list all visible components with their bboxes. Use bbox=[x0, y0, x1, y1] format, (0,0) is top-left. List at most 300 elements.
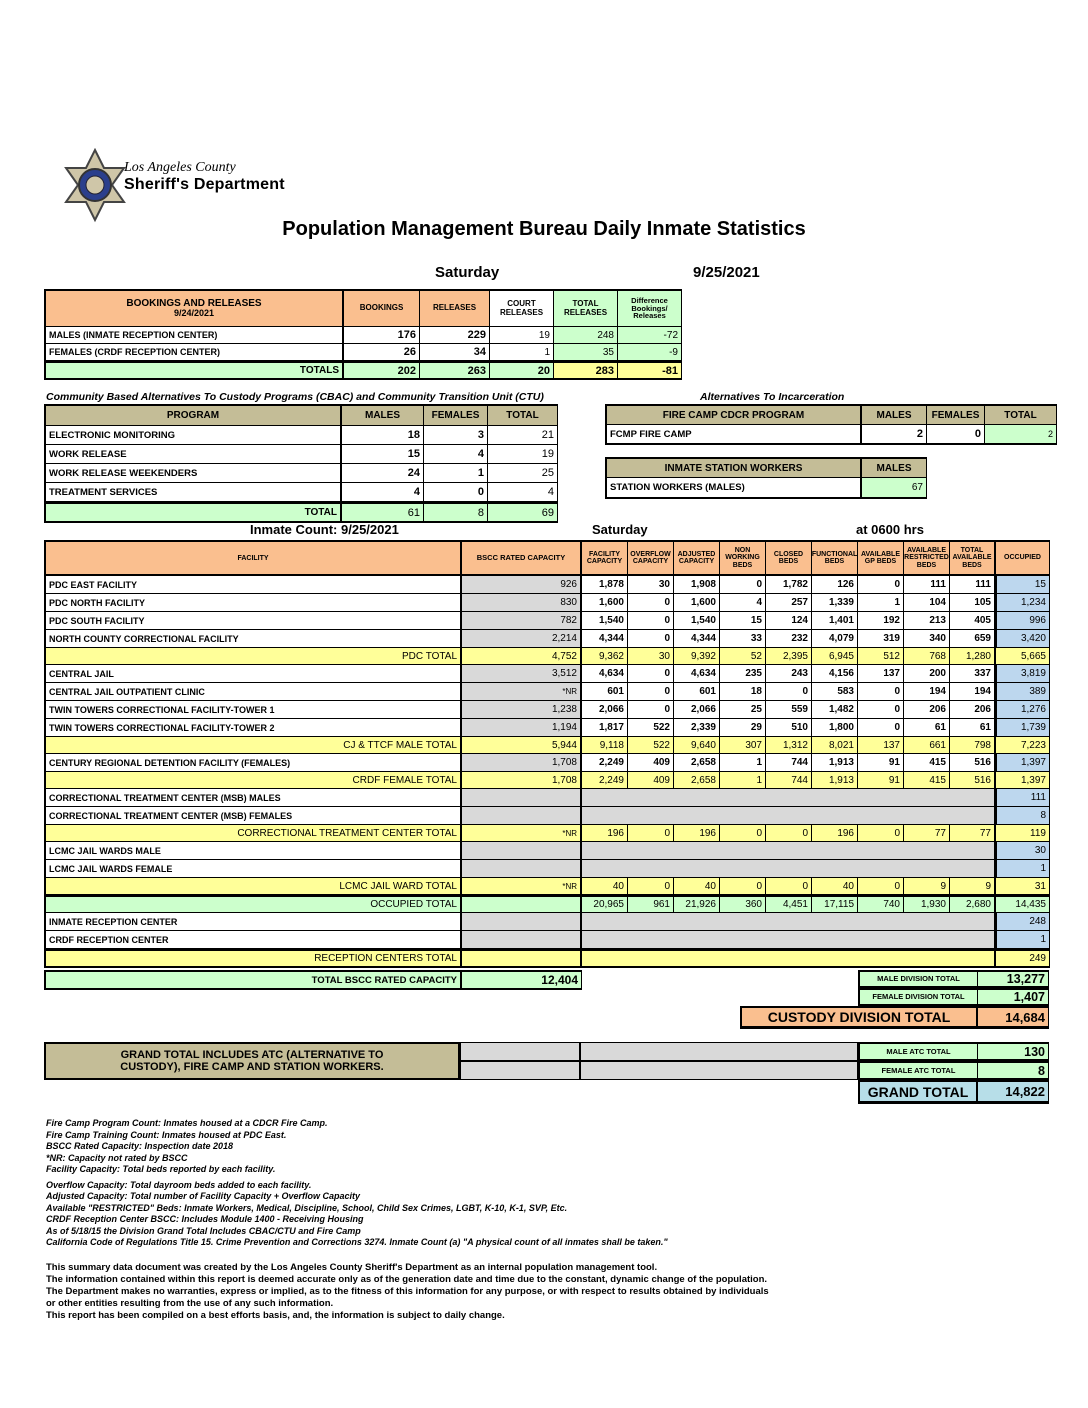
col-males: MALES bbox=[862, 459, 927, 478]
functional-beds: 1,401 bbox=[812, 612, 858, 630]
court-releases-value: 1 bbox=[490, 344, 554, 361]
facility-name: PDC TOTAL bbox=[46, 648, 462, 665]
totals-label: TOTALS bbox=[46, 363, 344, 379]
facility-name: OCCUPIED TOTAL bbox=[46, 897, 462, 913]
grand-spacer-cell bbox=[580, 1042, 858, 1061]
facility-name: CRDF RECEPTION CENTER bbox=[46, 931, 462, 949]
program-label: WORK RELEASE WEEKENDERS bbox=[46, 464, 342, 483]
occupied-value: 14,435 bbox=[996, 897, 1050, 913]
adjusted-capacity: 601 bbox=[674, 683, 720, 701]
total-releases-value: 35 bbox=[554, 344, 618, 361]
adjusted-capacity: 4,344 bbox=[674, 630, 720, 648]
bscc-rated-capacity: *NR bbox=[462, 878, 582, 895]
bscc-rated-capacity: 2,214 bbox=[462, 630, 582, 648]
available-restricted-beds: 200 bbox=[904, 665, 950, 683]
facility-name: LCMC JAIL WARDS MALE bbox=[46, 842, 462, 860]
non-working-beds: 25 bbox=[720, 701, 766, 719]
station-workers-row bbox=[607, 478, 926, 498]
disclaimer-line: This report has been compiled on a best efforts basis, and, the information is subject to daily change. bbox=[46, 1310, 505, 1321]
closed-beds: 0 bbox=[766, 825, 812, 842]
total-available-beds: 516 bbox=[950, 754, 996, 772]
releases-value: 229 bbox=[420, 327, 490, 344]
closed-beds: 0 bbox=[766, 683, 812, 701]
facility-capacity: 196 bbox=[582, 825, 628, 842]
adjusted-capacity: 2,658 bbox=[674, 772, 720, 789]
occupied-value: 1,234 bbox=[996, 594, 1050, 612]
bookings-body bbox=[46, 327, 681, 379]
capacity-span bbox=[582, 931, 996, 949]
closed-beds: 124 bbox=[766, 612, 812, 630]
bscc-rated-capacity bbox=[462, 897, 582, 913]
males-total: 61 bbox=[342, 504, 424, 522]
facility-name: LCMC JAIL WARDS FEMALE bbox=[46, 860, 462, 878]
disclaimer bbox=[46, 1262, 1006, 1322]
non-working-beds: 33 bbox=[720, 630, 766, 648]
bscc-rated-capacity bbox=[462, 913, 582, 931]
footnote-line: Adjusted Capacity: Total number of Facility Capacity + Overflow Capacity bbox=[46, 1191, 360, 1201]
col-facility: FACILITY bbox=[46, 542, 462, 576]
facility-row bbox=[46, 754, 1049, 772]
total-available-beds: 2,680 bbox=[950, 897, 996, 913]
facility-row bbox=[46, 665, 1049, 683]
occupied-value: 248 bbox=[996, 913, 1050, 931]
available-gp-beds: 740 bbox=[858, 897, 904, 913]
ati-title: Alternatives To Incarceration bbox=[700, 391, 845, 403]
adjusted-capacity: 21,926 bbox=[674, 897, 720, 913]
females-value: 0 bbox=[424, 483, 488, 502]
closed-beds: 232 bbox=[766, 630, 812, 648]
female-division-total-row bbox=[858, 988, 1049, 1006]
total-available-beds: 194 bbox=[950, 683, 996, 701]
available-restricted-beds: 9 bbox=[904, 878, 950, 895]
adjusted-capacity: 1,600 bbox=[674, 594, 720, 612]
facility-row bbox=[46, 683, 1049, 701]
court-releases-total: 20 bbox=[490, 363, 554, 379]
disclaimer-line: The Department makes no warranties, express or implied, as to the fitness of this information for any purpose, or with respect to results obtained by individuals bbox=[46, 1286, 769, 1297]
overflow-capacity: 30 bbox=[628, 576, 674, 594]
facility-row bbox=[46, 594, 1049, 612]
bookings-releases-table bbox=[44, 289, 682, 380]
total-available-beds: 337 bbox=[950, 665, 996, 683]
fire-camp-females: 0 bbox=[927, 425, 985, 444]
adjusted-capacity: 2,658 bbox=[674, 754, 720, 772]
page-title: Population Management Bureau Daily Inmate Statistics bbox=[282, 218, 806, 240]
footnote-line: As of 5/18/15 the Division Grand Total Includes CBAC/CTU and Fire Camp bbox=[46, 1225, 361, 1236]
occupied-value: 996 bbox=[996, 612, 1050, 630]
col-fire-camp-program: FIRE CAMP CDCR PROGRAM bbox=[607, 406, 862, 425]
overflow-capacity: 409 bbox=[628, 754, 674, 772]
grand-total-row bbox=[858, 1080, 1049, 1104]
adjusted-capacity: 2,066 bbox=[674, 701, 720, 719]
bscc-rated-capacity bbox=[462, 860, 582, 878]
facility-capacity: 9,118 bbox=[582, 737, 628, 754]
total-available-beds: 659 bbox=[950, 630, 996, 648]
facility-row bbox=[46, 630, 1049, 648]
functional-beds: 6,945 bbox=[812, 648, 858, 665]
available-restricted-beds: 206 bbox=[904, 701, 950, 719]
bookings-row bbox=[46, 327, 681, 344]
closed-beds: 1,782 bbox=[766, 576, 812, 594]
col-females: FEMALES bbox=[424, 406, 488, 426]
facility-row bbox=[46, 913, 1049, 931]
facility-name: PDC NORTH FACILITY bbox=[46, 594, 462, 612]
functional-beds: 8,021 bbox=[812, 737, 858, 754]
bookings-total: 202 bbox=[344, 363, 420, 379]
males-value: 24 bbox=[342, 464, 424, 483]
non-working-beds: 1 bbox=[720, 754, 766, 772]
releases-total: 263 bbox=[420, 363, 490, 379]
facility-table-header bbox=[46, 542, 1049, 576]
available-restricted-beds: 194 bbox=[904, 683, 950, 701]
available-gp-beds: 91 bbox=[858, 772, 904, 789]
inmate-count-day: Saturday bbox=[592, 522, 648, 537]
available-restricted-beds: 768 bbox=[904, 648, 950, 665]
capacity-span bbox=[582, 951, 996, 967]
total-available-beds: 77 bbox=[950, 825, 996, 842]
males-value: 15 bbox=[342, 445, 424, 464]
grand-spacer-cell bbox=[580, 1061, 858, 1080]
bscc-rated-capacity bbox=[462, 807, 582, 825]
non-working-beds: 0 bbox=[720, 576, 766, 594]
bscc-rated-capacity bbox=[462, 931, 582, 949]
females-value: 3 bbox=[424, 426, 488, 445]
station-workers-males: 67 bbox=[862, 478, 927, 498]
col-occupied: OCCUPIED bbox=[996, 542, 1050, 576]
footnote-line: CRDF Reception Center BSCC: Includes Module 1400 - Receiving Housing bbox=[46, 1214, 364, 1224]
bscc-rated-capacity: 5,944 bbox=[462, 737, 582, 754]
grand-spacer-cell bbox=[460, 1061, 580, 1080]
disclaimer-line: or other entities resulting from the use of any such information. bbox=[46, 1298, 334, 1309]
non-working-beds: 1 bbox=[720, 772, 766, 789]
bscc-rated-capacity: 1,708 bbox=[462, 772, 582, 789]
available-gp-beds: 0 bbox=[858, 719, 904, 737]
facility-capacity: 1,540 bbox=[582, 612, 628, 630]
females-total: 8 bbox=[424, 504, 488, 522]
facility-capacity: 2,066 bbox=[582, 701, 628, 719]
females-value: 1 bbox=[424, 464, 488, 483]
occupied-value: 1,739 bbox=[996, 719, 1050, 737]
overflow-capacity: 409 bbox=[628, 772, 674, 789]
adjusted-capacity: 9,640 bbox=[674, 737, 720, 754]
facility-row bbox=[46, 771, 1049, 789]
facility-name: CRDF FEMALE TOTAL bbox=[46, 772, 462, 789]
facility-row bbox=[46, 647, 1049, 665]
occupied-value: 1 bbox=[996, 860, 1050, 878]
available-gp-beds: 512 bbox=[858, 648, 904, 665]
available-gp-beds: 0 bbox=[858, 701, 904, 719]
footnotes bbox=[46, 1118, 946, 1249]
functional-beds: 17,115 bbox=[812, 897, 858, 913]
total-available-beds: 61 bbox=[950, 719, 996, 737]
facility-name: TWIN TOWERS CORRECTIONAL FACILITY-TOWER 1 bbox=[46, 701, 462, 719]
total-value: 4 bbox=[488, 483, 558, 502]
adjusted-capacity: 4,634 bbox=[674, 665, 720, 683]
bookings-value: 26 bbox=[344, 344, 420, 361]
facility-name: INMATE RECEPTION CENTER bbox=[46, 913, 462, 931]
total-available-beds: 9 bbox=[950, 878, 996, 895]
facility-capacity: 601 bbox=[582, 683, 628, 701]
available-gp-beds: 0 bbox=[858, 683, 904, 701]
closed-beds: 744 bbox=[766, 754, 812, 772]
total-value: 19 bbox=[488, 445, 558, 464]
available-restricted-beds: 61 bbox=[904, 719, 950, 737]
closed-beds: 243 bbox=[766, 665, 812, 683]
functional-beds: 1,913 bbox=[812, 772, 858, 789]
functional-beds: 1,800 bbox=[812, 719, 858, 737]
cbac-totals-row bbox=[46, 502, 557, 522]
occupied-value: 3,819 bbox=[996, 665, 1050, 683]
col-available-restricted-beds: AVAILABLE RESTRICTED BEDS bbox=[904, 542, 950, 576]
male-division-total-row bbox=[858, 970, 1049, 988]
bscc-rated-capacity: 1,194 bbox=[462, 719, 582, 737]
males-value: 18 bbox=[342, 426, 424, 445]
fire-camp-males: 2 bbox=[862, 425, 927, 444]
facility-capacity: 1,600 bbox=[582, 594, 628, 612]
bscc-rated-capacity bbox=[462, 951, 582, 967]
col-available-gp-beds: AVAILABLE GP BEDS bbox=[858, 542, 904, 576]
adjusted-capacity: 196 bbox=[674, 825, 720, 842]
adjusted-capacity: 1,908 bbox=[674, 576, 720, 594]
row-label: FEMALES (CRDF RECEPTION CENTER) bbox=[46, 344, 344, 361]
facility-row bbox=[46, 701, 1049, 719]
total-available-beds: 105 bbox=[950, 594, 996, 612]
non-working-beds: 360 bbox=[720, 897, 766, 913]
total-value: 21 bbox=[488, 426, 558, 445]
occupied-value: 3,420 bbox=[996, 630, 1050, 648]
facility-row bbox=[46, 736, 1049, 754]
available-restricted-beds: 104 bbox=[904, 594, 950, 612]
fire-camp-row bbox=[607, 425, 1056, 444]
facility-row bbox=[46, 719, 1049, 737]
bookings-value: 176 bbox=[344, 327, 420, 344]
footnote-line: Fire Camp Training Count: Inmates housed at PDC East. bbox=[46, 1129, 287, 1140]
col-bscc-rated-capacity: BSCC RATED CAPACITY bbox=[462, 542, 582, 576]
facility-capacity: 40 bbox=[582, 878, 628, 895]
adjusted-capacity: 9,392 bbox=[674, 648, 720, 665]
female-division-total-label: FEMALE DIVISION TOTAL bbox=[860, 990, 978, 1005]
bscc-total-label: TOTAL BSCC RATED CAPACITY bbox=[46, 972, 462, 989]
footnote-line: *NR: Capacity not rated by BSCC bbox=[46, 1152, 188, 1163]
functional-beds: 583 bbox=[812, 683, 858, 701]
bscc-rated-capacity: 782 bbox=[462, 612, 582, 630]
functional-beds: 126 bbox=[812, 576, 858, 594]
difference-total: -81 bbox=[618, 363, 682, 379]
cbac-row bbox=[46, 445, 557, 464]
facility-name: CORRECTIONAL TREATMENT CENTER TOTAL bbox=[46, 825, 462, 842]
col-functional-beds: FUNCTIONAL BEDS bbox=[812, 542, 858, 576]
occupied-value: 8 bbox=[996, 807, 1050, 825]
functional-beds: 4,156 bbox=[812, 665, 858, 683]
footnote-line: BSCC Rated Capacity: Inspection date 2018 bbox=[46, 1141, 234, 1151]
total-available-beds: 516 bbox=[950, 772, 996, 789]
col-facility-capacity: FACILITY CAPACITY bbox=[582, 542, 628, 576]
grand-total-note bbox=[44, 1042, 460, 1080]
footnote-line: California Code of Regulations Title 15. Crime Prevention and Corrections 3274. Inmate Count (a) "A physical count of all inmates shall be taken." bbox=[46, 1237, 668, 1247]
bscc-rated-capacity: 4,752 bbox=[462, 648, 582, 665]
non-working-beds: 29 bbox=[720, 719, 766, 737]
inmate-count-time: at 0600 hrs bbox=[856, 522, 924, 537]
functional-beds: 1,339 bbox=[812, 594, 858, 612]
functional-beds: 4,079 bbox=[812, 630, 858, 648]
facility-row bbox=[46, 860, 1049, 878]
facility-row bbox=[46, 824, 1049, 842]
difference-value: -72 bbox=[618, 327, 682, 344]
overflow-capacity: 522 bbox=[628, 719, 674, 737]
grand-total-label: GRAND TOTAL bbox=[860, 1082, 978, 1102]
cbac-total: 69 bbox=[488, 504, 558, 522]
facility-capacity: 2,249 bbox=[582, 772, 628, 789]
facility-row bbox=[46, 895, 1049, 913]
cbac-row bbox=[46, 483, 557, 502]
col-females: FEMALES bbox=[927, 406, 985, 425]
non-working-beds: 4 bbox=[720, 594, 766, 612]
closed-beds: 1,312 bbox=[766, 737, 812, 754]
adjusted-capacity: 2,339 bbox=[674, 719, 720, 737]
facility-table bbox=[44, 540, 1050, 968]
facility-name: RECEPTION CENTERS TOTAL bbox=[46, 951, 462, 967]
report-date: 9/25/2021 bbox=[693, 264, 760, 281]
facility-capacity: 1,878 bbox=[582, 576, 628, 594]
female-atc-total-value: 8 bbox=[978, 1063, 1049, 1079]
capacity-span bbox=[582, 913, 996, 931]
total-available-beds: 1,280 bbox=[950, 648, 996, 665]
disclaimer-line: This summary data document was created by the Los Angeles County Sheriff's Department as an internal population management tool. bbox=[46, 1262, 658, 1273]
cbac-total-label: TOTAL bbox=[46, 504, 342, 522]
occupied-value: 1,397 bbox=[996, 754, 1050, 772]
non-working-beds: 18 bbox=[720, 683, 766, 701]
available-gp-beds: 192 bbox=[858, 612, 904, 630]
occupied-value: 31 bbox=[996, 878, 1050, 895]
footnote-line: Available "RESTRICTED" Beds: Inmate Workers, Medical, Discipline, School, Child Sex Crimes, LGBT, K-10, K-1, SVP, Etc. bbox=[46, 1202, 568, 1213]
col-releases: RELEASES bbox=[420, 291, 490, 327]
closed-beds: 4,451 bbox=[766, 897, 812, 913]
sheriff-badge-icon bbox=[60, 148, 130, 224]
available-gp-beds: 0 bbox=[858, 576, 904, 594]
col-inmate-station-workers: INMATE STATION WORKERS bbox=[607, 459, 862, 478]
bscc-total-value: 12,404 bbox=[462, 972, 582, 989]
females-value: 4 bbox=[424, 445, 488, 464]
bscc-rated-capacity bbox=[462, 789, 582, 807]
overflow-capacity: 961 bbox=[628, 897, 674, 913]
male-division-total-label: MALE DIVISION TOTAL bbox=[860, 972, 978, 987]
capacity-span bbox=[582, 860, 996, 878]
col-total: TOTAL bbox=[488, 406, 558, 426]
row-label: MALES (INMATE RECEPTION CENTER) bbox=[46, 327, 344, 344]
facility-capacity: 1,817 bbox=[582, 719, 628, 737]
adjusted-capacity: 40 bbox=[674, 878, 720, 895]
overflow-capacity: 0 bbox=[628, 612, 674, 630]
overflow-capacity: 0 bbox=[628, 825, 674, 842]
closed-beds: 2,395 bbox=[766, 648, 812, 665]
footnote-line: Fire Camp Program Count: Inmates housed at a CDCR Fire Camp. bbox=[46, 1118, 328, 1128]
facility-row bbox=[46, 789, 1049, 807]
overflow-capacity: 0 bbox=[628, 594, 674, 612]
program-label: WORK RELEASE bbox=[46, 445, 342, 464]
occupied-value: 1,276 bbox=[996, 701, 1050, 719]
bookings-row bbox=[46, 344, 681, 361]
station-workers-table bbox=[605, 457, 927, 499]
total-available-beds: 405 bbox=[950, 612, 996, 630]
difference-value: -9 bbox=[618, 344, 682, 361]
available-restricted-beds: 213 bbox=[904, 612, 950, 630]
closed-beds: 257 bbox=[766, 594, 812, 612]
cbac-table bbox=[44, 404, 558, 523]
bscc-rated-capacity: 3,512 bbox=[462, 665, 582, 683]
capacity-span bbox=[582, 842, 996, 860]
facility-name: CJ & TTCF MALE TOTAL bbox=[46, 737, 462, 754]
capacity-span bbox=[582, 789, 996, 807]
facility-table-body bbox=[46, 576, 1049, 967]
occupied-value: 30 bbox=[996, 842, 1050, 860]
fire-camp-total: 2 bbox=[985, 425, 1057, 444]
facility-capacity: 4,634 bbox=[582, 665, 628, 683]
occupied-value: 389 bbox=[996, 683, 1050, 701]
total-value: 25 bbox=[488, 464, 558, 483]
functional-beds: 1,913 bbox=[812, 754, 858, 772]
report-day: Saturday bbox=[435, 264, 500, 281]
facility-name: NORTH COUNTY CORRECTIONAL FACILITY bbox=[46, 630, 462, 648]
available-gp-beds: 91 bbox=[858, 754, 904, 772]
program-label: TREATMENT SERVICES bbox=[46, 483, 342, 502]
occupied-value: 111 bbox=[996, 789, 1050, 807]
facility-name: LCMC JAIL WARD TOTAL bbox=[46, 878, 462, 895]
facility-capacity: 9,362 bbox=[582, 648, 628, 665]
court-releases-value: 19 bbox=[490, 327, 554, 344]
available-restricted-beds: 661 bbox=[904, 737, 950, 754]
logo-county-text: Los Angeles County bbox=[124, 160, 236, 175]
grand-total-note-line1: GRAND TOTAL INCLUDES ATC (ALTERNATIVE TO bbox=[120, 1049, 384, 1061]
available-restricted-beds: 415 bbox=[904, 772, 950, 789]
functional-beds: 1,482 bbox=[812, 701, 858, 719]
fire-camp-table bbox=[605, 404, 1057, 445]
col-court-releases: COURT RELEASES bbox=[490, 291, 554, 327]
total-releases-total: 283 bbox=[554, 363, 618, 379]
functional-beds: 40 bbox=[812, 878, 858, 895]
facility-capacity: 20,965 bbox=[582, 897, 628, 913]
facility-name: CORRECTIONAL TREATMENT CENTER (MSB) FEMALES bbox=[46, 807, 462, 825]
col-total-releases: TOTAL RELEASES bbox=[554, 291, 618, 327]
releases-value: 34 bbox=[420, 344, 490, 361]
facility-name: CENTURY REGIONAL DETENTION FACILITY (FEMALES) bbox=[46, 754, 462, 772]
col-bookings: BOOKINGS bbox=[344, 291, 420, 327]
custody-division-total-label: CUSTODY DIVISION TOTAL bbox=[742, 1008, 978, 1027]
bscc-rated-capacity: *NR bbox=[462, 825, 582, 842]
col-overflow-capacity: OVERFLOW CAPACITY bbox=[628, 542, 674, 576]
facility-row bbox=[46, 931, 1049, 949]
available-gp-beds: 319 bbox=[858, 630, 904, 648]
available-restricted-beds: 340 bbox=[904, 630, 950, 648]
col-program: PROGRAM bbox=[46, 406, 342, 426]
footnote-line: Facility Capacity: Total beds reported by each facility. bbox=[46, 1164, 276, 1174]
non-working-beds: 15 bbox=[720, 612, 766, 630]
occupied-value: 5,665 bbox=[996, 648, 1050, 665]
bscc-rated-capacity: 1,238 bbox=[462, 701, 582, 719]
col-closed-beds: CLOSED BEDS bbox=[766, 542, 812, 576]
bscc-rated-capacity bbox=[462, 842, 582, 860]
closed-beds: 0 bbox=[766, 878, 812, 895]
disclaimer-line: The information contained within this report is deemed accurate only as of the generation date and time due to the constant, dynamic change of the population. bbox=[46, 1274, 768, 1285]
col-non-working-beds: NON WORKING BEDS bbox=[720, 542, 766, 576]
program-label: ELECTRONIC MONITORING bbox=[46, 426, 342, 445]
total-available-beds: 111 bbox=[950, 576, 996, 594]
facility-row bbox=[46, 576, 1049, 594]
male-atc-total-value: 130 bbox=[978, 1044, 1049, 1060]
col-males: MALES bbox=[862, 406, 927, 425]
bookings-totals-row bbox=[46, 361, 681, 379]
occupied-value: 1 bbox=[996, 931, 1050, 949]
female-division-total-value: 1,407 bbox=[978, 990, 1049, 1005]
facility-row bbox=[46, 612, 1049, 630]
